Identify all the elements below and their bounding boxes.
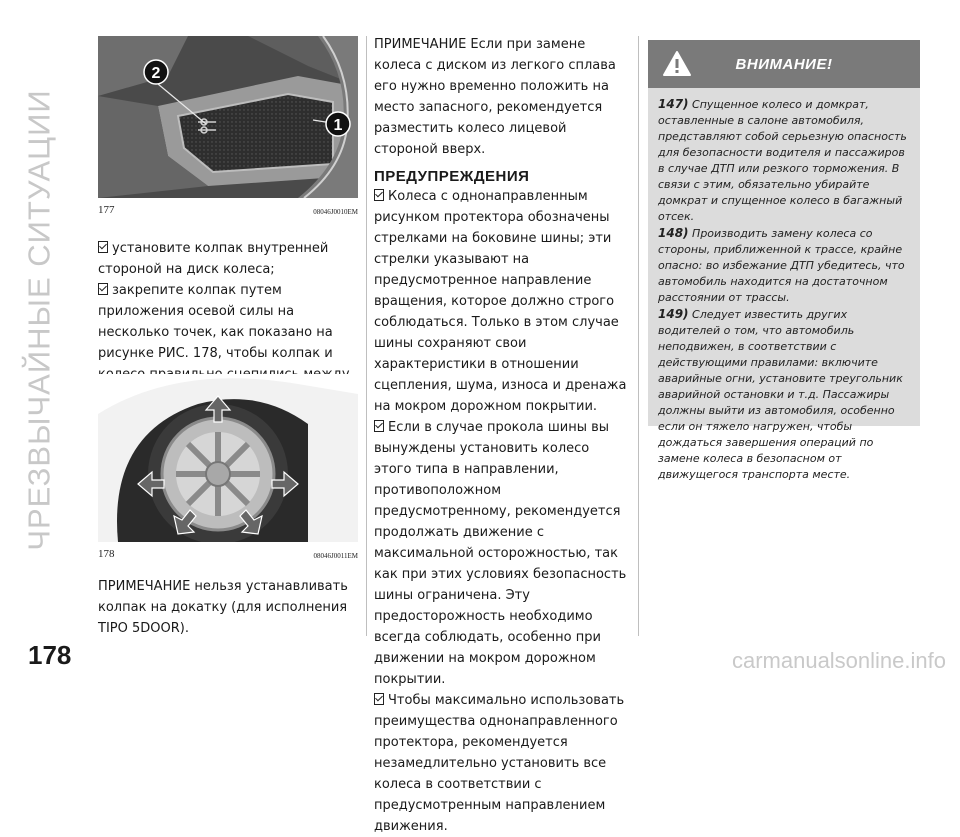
callout-1: 1 (333, 117, 343, 134)
note-paragraph: ПРИМЕЧАНИЕ Если при замене колеса с диском из легкого сплава его нужно временно положить на место запасного, рекомендуется разместить колесо лицевой стороной вверх. (374, 37, 616, 157)
warning-body (648, 88, 920, 483)
warning-box (648, 40, 920, 481)
warning-header (648, 40, 920, 88)
spare-wheel-well-illustration (98, 36, 358, 198)
callout-2: 2 (151, 65, 161, 82)
wheel-cover-illustration (98, 374, 358, 542)
warning-item: 149) Следует известить других водителей о том, что автомобиль неподвижен, в соответствии с действующими правилами: включите аварийные огни, установите треугольник аварийной остановки и т.д. Пассажиры должны выйти из автомобиля, особенно если он тяжело нагружен, чтобы дождаться завершения операций по замене колеса в безопасном от движущегося транспорта месте. (658, 307, 903, 481)
checkbox-bullet-icon (374, 189, 384, 201)
warning-item: 147) Спущенное колесо и домкрат, оставленные в салоне автомобиля, представляют собой серьезную опасность для безопасности водителя и пассажиров в случае ДТП или резкого торможения. В связи с этим, обязательно убирайте домкрат и спущенное колесо в багажный отсек. (658, 97, 907, 223)
figure-code: 08046J0011EM (313, 552, 358, 560)
wheel-cover-image (98, 374, 358, 542)
list-item: Чтобы максимально использовать преимущества однонаправленного протектора, рекомендуется незамедлительно установить все колеса в соответствии с предусмотренным направлением движения. (374, 693, 625, 834)
middle-column-text (374, 34, 630, 837)
page-number: 178 (28, 640, 72, 670)
figure-177 (98, 36, 358, 216)
list-item: Колеса с однонаправленным рисунком протектора обозначены стрелками на боковине шины; эти стрелки указывают на предусмотренное направление вращения, которое должно строго соблюдаться. Только в этом случае шины сохраняют свои характеристики в отношении сцепления, шума, износа и дренажа на мокром дорожном покрытии. (374, 189, 627, 414)
list-item: Если в случае прокола шины вы вынуждены установить колесо этого типа в направлении, противоположном предусмотренному, рекомендуется продолжать движение с максимальной осторожностью, так как при этих условиях безопасность шины ограничена. Эту предосторожность необходимо всегда соблюдать, особенно при движении на мокром дорожном покрытии. (374, 420, 627, 687)
checkbox-bullet-icon (98, 283, 108, 295)
figure-caption (98, 204, 358, 216)
warnings-heading: ПРЕДУПРЕЖДЕНИЯ (374, 168, 530, 185)
figure-caption (98, 548, 358, 560)
checkbox-bullet-icon (98, 241, 108, 253)
list-item: установите колпак внутренней стороной на диск колеса; (98, 241, 329, 277)
checkbox-bullet-icon (374, 693, 384, 705)
column-divider (366, 36, 367, 636)
figure-178 (98, 374, 358, 560)
checkbox-bullet-icon (374, 420, 384, 432)
figure-code: 08046J0010EM (313, 208, 358, 216)
warning-item: 148) Производить замену колеса со стороны, приближенной к трассе, крайне опасно: во избежание ДТП убедитесь, что автомобиль находится на достаточном расстоянии от трассы. (658, 226, 905, 304)
column-divider (638, 36, 639, 636)
list-item: закрепите колпак путем приложения осевой силы на несколько точек, как показано на рисунке РИС. 178, чтобы колпак и (98, 283, 333, 361)
section-title-vertical: ЧРЕЗВЫЧАЙНЫЕ СИТУАЦИИ (22, 89, 57, 551)
figure-number: 178 (98, 548, 115, 560)
left-column-note: ПРИМЕЧАНИЕ нельзя устанавливать колпак на докатку (для исполнения TIPO 5DOOR). (98, 579, 348, 636)
footer-watermark: carmanualsonline.info (731, 648, 946, 673)
warning-triangle-icon (662, 50, 692, 77)
spare-wheel-well-image (98, 36, 358, 198)
warning-title: ВНИМАНИЕ! (735, 55, 833, 73)
figure-number: 177 (98, 204, 115, 216)
